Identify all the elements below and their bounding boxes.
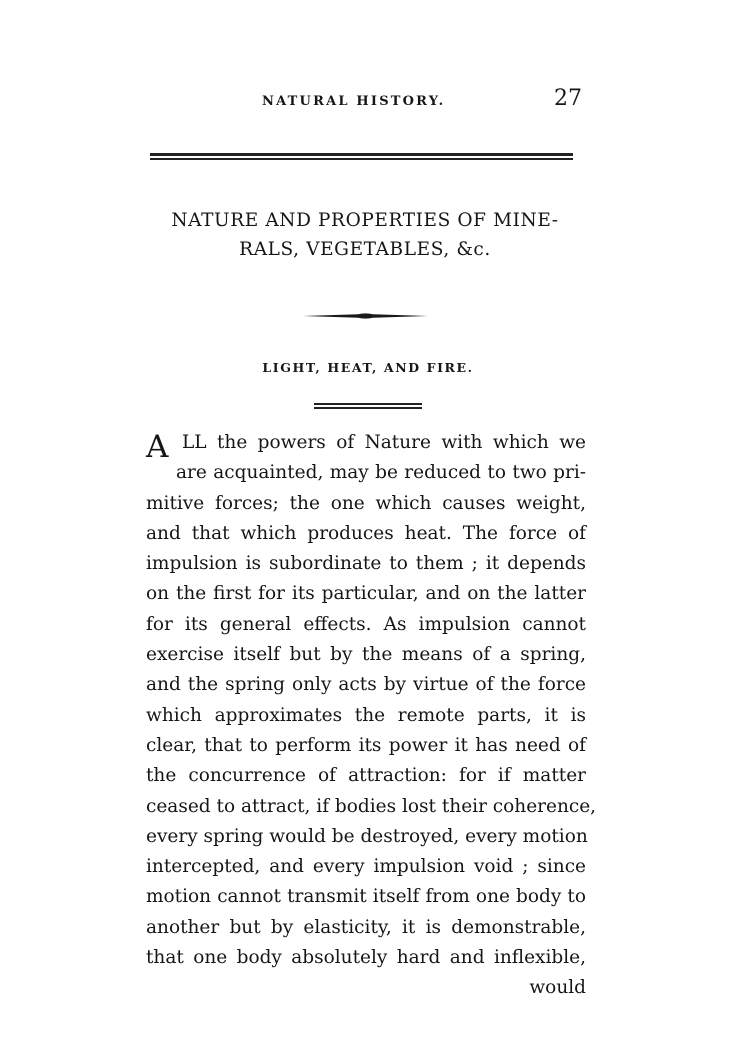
subhead-rule-thin [314, 407, 422, 409]
text-line: and the spring only acts by virtue of the force [146, 674, 586, 696]
section-title-line-2: RALS, VEGETABLES, &c. [239, 239, 491, 260]
text-line: every spring would be destroyed, every motion [146, 825, 588, 847]
running-head [148, 88, 588, 118]
text-line: the concurrence of attraction: for if matter [146, 765, 586, 787]
text-line: clear, that to perform its power it has need of [146, 734, 586, 756]
text-line: ceased to attract, if bodies lost their coherence, [146, 795, 597, 817]
text-line: mitive forces; the one which causes weight, [146, 492, 586, 514]
subhead: LIGHT, HEAT, AND FIRE. [262, 360, 474, 375]
text-line: exercise itself but by the means of a spring, [146, 644, 586, 666]
section-title-line-1: NATURE AND PROPERTIES OF MINE- [171, 210, 559, 231]
text-line: impulsion is subordinate to them ; it depends [146, 553, 586, 575]
running-title: NATURAL HISTORY. [262, 94, 446, 109]
text-line: intercepted, and every impulsion void ; since [146, 856, 586, 878]
text-line: which approximates the remote parts, it is [146, 704, 586, 726]
header-rule-thin [150, 158, 573, 160]
section-title [150, 206, 580, 264]
ornament-rule [303, 312, 428, 320]
text-line: motion cannot transmit itself from one body to [146, 886, 586, 908]
body-text [146, 428, 597, 1004]
header-rule-thick [150, 153, 573, 156]
subhead-rule-thick [314, 403, 422, 405]
catchword: would [529, 977, 586, 999]
drop-cap: A [146, 429, 169, 465]
page-number: 27 [554, 86, 582, 111]
text-line: that one body absolutely hard and inflexible, [146, 947, 586, 969]
text-line: are acquainted, may be reduced to two pri- [176, 462, 586, 484]
text-line-content: LL the powers of Nature with which we [182, 432, 586, 453]
text-line: and that which produces heat. The force of [146, 522, 586, 544]
text-line: on the first for its particular, and on the latter [146, 583, 586, 605]
text-line [146, 428, 586, 465]
text-line: another but by elasticity, it is demonstrable, [146, 916, 586, 938]
text-line: for its general effects. As impulsion cannot [146, 613, 586, 635]
